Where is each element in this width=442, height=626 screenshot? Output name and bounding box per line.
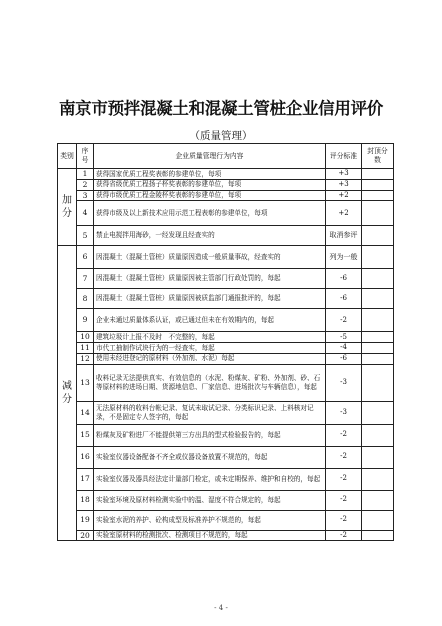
row-special-score (362, 179, 394, 190)
row-content: 实验室环境及原材料检测实验中的温、湿度不符合规定的，每起 (94, 490, 326, 510)
row-number: 18 (77, 490, 94, 510)
table-row (58, 401, 394, 424)
row-score: -2 (326, 424, 362, 446)
row-special-score (362, 424, 394, 446)
row-content: 获得市级及以上新技术应用示范工程表彰的参建单位，每项 (94, 201, 326, 226)
row-content: 获得市级优质工程金陵杯奖表彰的参建单位，每项 (94, 190, 326, 201)
row-number: 12 (77, 353, 94, 364)
row-content: 因混凝土（混凝土管桩）质量原因被主管部门行政处罚的，每起 (94, 269, 326, 289)
row-content: 粉煤灰及矿粉进厂不能提供第三方出具的型式检验报告的，每起 (94, 424, 326, 446)
row-special-score (362, 332, 394, 343)
table-row (58, 190, 394, 201)
row-special-score (362, 510, 394, 530)
row-score: -2 (326, 510, 362, 530)
row-score: 列为一般 (326, 246, 362, 269)
table-row (58, 510, 394, 530)
row-score: -2 (326, 446, 362, 468)
row-number: 11 (77, 343, 94, 354)
table-row (58, 201, 394, 226)
row-special-score (362, 343, 394, 354)
table-row (58, 468, 394, 490)
row-score: -6 (326, 353, 362, 364)
row-score: -5 (326, 332, 362, 343)
row-score: +2 (326, 190, 362, 201)
row-score: 取消参评 (326, 226, 362, 246)
row-number: 3 (77, 190, 94, 201)
table-row (58, 179, 394, 190)
row-number: 2 (77, 179, 94, 190)
row-content: 无法原材料的收料台帐记录、复试未取试记录、分类标识记录、上料核对记录，不是固定专人签字的，每起 (94, 401, 326, 424)
row-score: +3 (326, 179, 362, 190)
row-score: +3 (326, 169, 362, 180)
table-row (58, 490, 394, 510)
document-subtitle: （质量管理） (189, 130, 253, 142)
row-special-score (362, 364, 394, 401)
table-row (58, 353, 394, 364)
row-score: -2 (326, 309, 362, 332)
row-score: -6 (326, 289, 362, 309)
row-special-score (362, 530, 394, 541)
row-content: 市代工抽制作试块行为的一经查实，每起 (94, 343, 326, 354)
row-score: -2 (326, 530, 362, 541)
row-special-score (362, 226, 394, 246)
table-row (58, 309, 394, 332)
row-content: 实验室仪器设备配备不齐全或仪器设备放置不规范的，每起 (94, 446, 326, 468)
table-row (58, 424, 394, 446)
row-score: -4 (326, 343, 362, 354)
row-special-score (362, 269, 394, 289)
row-content: 实验室仪器及器具经法定计量部门检定，或未定期保养、维护和自校的，每起 (94, 468, 326, 490)
row-special-score (362, 289, 394, 309)
row-number: 16 (77, 446, 94, 468)
row-number: 9 (77, 309, 94, 332)
row-number: 17 (77, 468, 94, 490)
table-row (58, 332, 394, 343)
row-content: 禁止电搅拌用海砂，一经发现且经查实的 (94, 226, 326, 246)
row-content: 实验室原材料的检测批次、检测项目不规范的，每起 (94, 530, 326, 541)
row-score: -2 (326, 490, 362, 510)
row-content: 因混凝土（混凝土管桩）质量原因被质监部门通报批评的，每起 (94, 289, 326, 309)
category-cell: 减分 (58, 246, 77, 541)
table-row (58, 246, 394, 269)
header-no: 序号 (77, 144, 94, 169)
row-number: 14 (77, 401, 94, 424)
row-number: 15 (77, 424, 94, 446)
row-special-score (362, 169, 394, 180)
row-special-score (362, 401, 394, 424)
document-title: 南京市预拌混凝土和混凝土管桩企业信用评价 (58, 99, 383, 118)
table-row (58, 530, 394, 541)
row-special-score (362, 309, 394, 332)
category-cell: 加分 (58, 169, 77, 246)
table-body (58, 169, 394, 541)
row-special-score (362, 353, 394, 364)
row-content: 收料记录无法提供真实、有效信息的（水泥、粉煤灰、矿粉、外加剂、砂、石等原材料的进场日期、货源地信息、厂家信息、进场批次与车辆信息），每起 (94, 364, 326, 401)
row-number: 4 (77, 201, 94, 226)
row-score: +2 (326, 201, 362, 226)
row-number: 19 (77, 510, 94, 530)
page-number: - 4 - (214, 604, 228, 612)
header-special: 封顶分数 (362, 144, 394, 169)
row-number: 20 (77, 530, 94, 541)
table-row (58, 446, 394, 468)
row-number: 13 (77, 364, 94, 401)
row-content: 建筑垃圾计上报不及时 不完整的，每起 (94, 332, 326, 343)
table-row (58, 343, 394, 354)
row-content: 获得国家优质工程奖表彰的参建单位，每项 (94, 169, 326, 180)
row-score: -6 (326, 269, 362, 289)
row-content: 企业未通过质量体系认证，或已通过但未在有效期内的，每起 (94, 309, 326, 332)
row-score: -2 (326, 468, 362, 490)
row-score: -3 (326, 364, 362, 401)
row-content: 获得省级优质工程扬子杯奖表彰的参建单位，每项 (94, 179, 326, 190)
row-number: 8 (77, 289, 94, 309)
row-number: 7 (77, 269, 94, 289)
header-content: 企业质量管理行为内容 (94, 144, 326, 169)
header-score: 评分标准 (326, 144, 362, 169)
row-number: 1 (77, 169, 94, 180)
row-number: 10 (77, 332, 94, 343)
row-score: -3 (326, 401, 362, 424)
row-special-score (362, 201, 394, 226)
row-special-score (362, 446, 394, 468)
row-content: 因混凝土（混凝土管桩）质量原因造成一般质量事故，经查实的 (94, 246, 326, 269)
row-special-score (362, 468, 394, 490)
table-row (58, 226, 394, 246)
row-special-score (362, 246, 394, 269)
table-row (58, 169, 394, 180)
row-special-score (362, 190, 394, 201)
table-row (58, 269, 394, 289)
row-special-score (362, 490, 394, 510)
row-content: 使用未经进登记的原材料（外加剂、水泥）每起 (94, 353, 326, 364)
credit-evaluation-table (57, 143, 394, 541)
row-number: 5 (77, 226, 94, 246)
table-row (58, 289, 394, 309)
table-row (58, 364, 394, 401)
header-category: 类别 (58, 144, 77, 169)
row-number: 6 (77, 246, 94, 269)
row-content: 实验室水泥的养护、砼构成型及标准养护不规范的，每起 (94, 510, 326, 530)
